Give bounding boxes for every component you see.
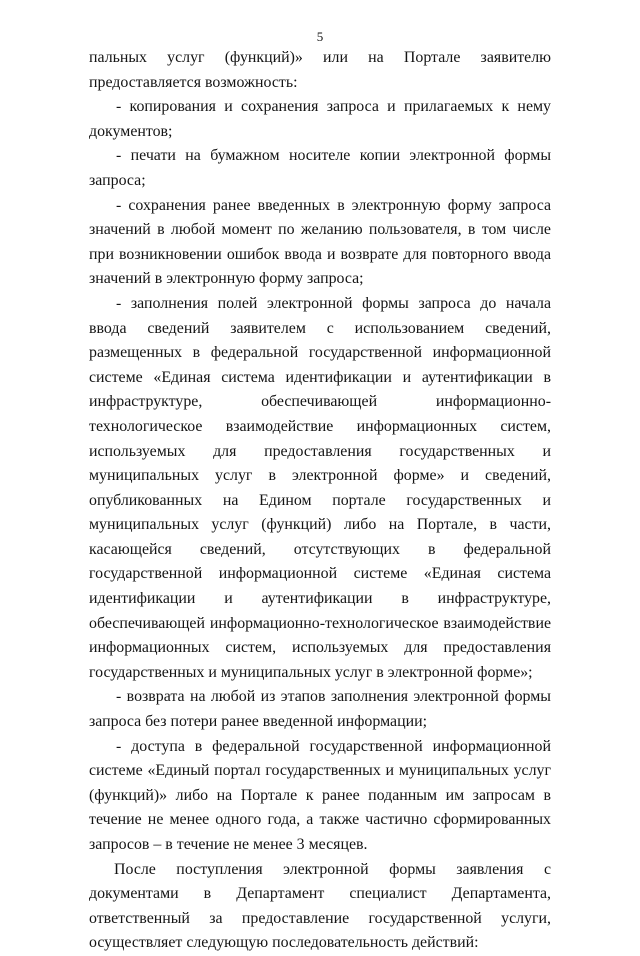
list-item-return: - возврата на любой из этапов заполнения электронной формы запроса без потери ранее введенной информации; — [89, 688, 551, 731]
list-item-printing: - печати на бумажном носителе копии электронной формы запроса; — [89, 147, 551, 189]
list-item-access: - доступа в федеральной государственной информационной системе «Единый портал государственных и муниципальных услуг (функций)» либо на Портале к ранее поданным им запросам в течение не менее одного года, а также частично сформированных запросов – в течение не менее 3 месяцев. — [89, 737, 551, 853]
paragraph-procedure: После поступления электронной формы заявления с документами в Департамент специалист Департамента, ответственный за предоставление государственной услуги, осуществляет следующую последовательность действий: — [89, 860, 551, 952]
list-item-autofill: - заполнения полей электронной формы запроса до начала ввода сведений заявителем с использованием сведений, размещенных в федеральной государственной информационной системе «Единая система идентификации и аутентификации в инфраструктуре, обеспечивающей информационно-технологическое взаимодействие информационных систем, используемых для предоставления государственных и муниципальных услуг в электронной форме» и сведений, опубликованных на Едином портале государственных и муниципальных услуг (функций) либо на Портале, в части, касающейся сведений, отсутствующих в федеральной государственной информационной системе «Единая система идентификации и аутентификации в инфраструктуре, обеспечивающей информационно-технологическое взаимодействие информационных систем, используемых для предоставления государственных и муниципальных услуг в электронной форме»; — [89, 294, 551, 681]
list-item-saving: - сохранения ранее введенных в электронную форму запроса значений в любой момент по желанию пользователя, в том числе при возникновении ошибок ввода и возврате для повторного ввода значений в электронную форму запроса; — [89, 196, 551, 288]
document-body — [89, 46, 551, 956]
paragraph-continuation: пальных услуг (функций)» или на Портале заявителю предоставляется возможность: — [89, 49, 551, 91]
page-number: 5 — [316, 29, 324, 44]
list-item-copying: - копирования и сохранения запроса и прилагаемых к нему документов; — [89, 98, 551, 140]
